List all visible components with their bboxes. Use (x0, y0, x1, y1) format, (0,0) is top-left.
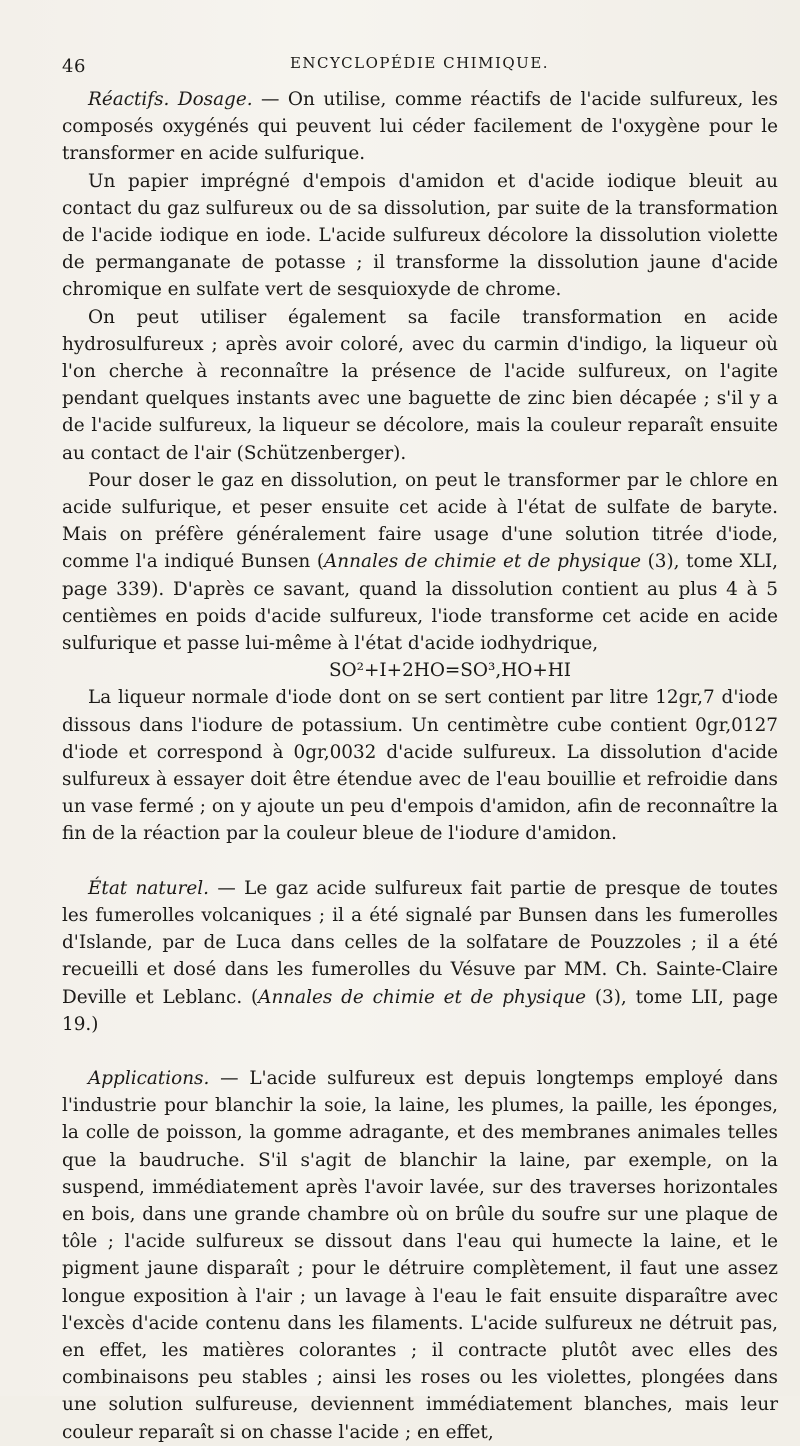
page-number: 46 (62, 56, 86, 77)
reference-title: Annales de chimie et de physique (258, 986, 587, 1008)
paragraph-etat-naturel: État naturel. — Le gaz acide sulfureux fait partie de presque de toutes les fumerolles volcaniques ; il a été signalé par Bunsen dans les fumerolles d'Islande, par de Luca dans celles de la solfatare de Pouzzoles ; il a été recueilli et dosé dans les fumerolles du Vésuve par MM. Ch. Sainte-Claire Deville et Leblanc. (Annales de chimie et de physique (3), tome LII, page 19.) (62, 877, 779, 1035)
paragraph-text: Le gaz acide sulfureux fait partie de presque de toutes les fumerolles volcaniques ; il a été signalé par Bunsen dans les fumerolles d'Islande, par de Luca dans celles de la solfatare de Pouzzoles ; il a été recueilli et dosé dans les fumerolles du Vésuve par MM. Ch. Sainte-Claire Deville et Leblanc. ( (62, 877, 778, 1008)
paragraph-text: L'acide sulfureux est depuis longtemps employé dans l'industrie pour blanchir la soie, la laine, les plumes, la paille, les éponges, la colle de poisson, la gomme adragante, et des membranes animales telles que la baudruche. S'il s'agit de blanchir la laine, par exemple, on la suspend, immédiatement après l'avoir lavée, sur des traverses horizontales en bois, dans une grande chambre où on brûle du soufre sur une plaque de tôle ; l'acide sulfureux se dissout dans l'eau qui humecte la laine, et le pigment jaune disparaît ; pour le détruire complètement, il faut une assez longue exposition à l'air ; un lavage à l'eau le fait ensuite disparaître avec l'excès d'acide contenu dans les filaments. L'acide sulfureux ne détruit pas, en effet, les matières colorantes ; il contracte plutôt avec elles des combinaisons peu stables ; ainsi les roses ou les violettes, plongées dans une solution sulfureuse, deviennent immédiatement blanches, mais leur couleur reparaît si on chasse l'acide ; en effet, (62, 1067, 778, 1443)
paragraph-text: On utilise, comme réactifs de l'acide sulfureux, les composés oxygénés qui peuvent lui céder facilement de l'oxygène pour le transformer en acide sulfurique. (62, 89, 778, 165)
paragraph-dosage (62, 467, 778, 657)
body-text (62, 86, 778, 1446)
section-heading-reactifs: Réactifs. Dosage. (88, 89, 253, 110)
section-heading-applications: Applications. (88, 1067, 210, 1089)
page-header (62, 50, 777, 76)
paragraph-iodic-paper: Un papier imprégné d'empois d'amidon et d'acide iodique bleuit au contact du gaz sulfureux ou de sa dissolution, par suite de la transformation de l'acide iodique en iode. L'acide sulfureux décolore la dissolution violette de permanganate de potasse ; il transforme la dissolution jaune d'acide chromique en sulfate vert de sesquioxyde de chrome. (62, 170, 778, 301)
paragraph-hydrosulfurous: On peut utiliser également sa facile transformation en acide hydrosulfureux ; après avoir coloré, avec du carmin d'indigo, la liqueur où l'on cherche à reconnaître la présence de l'acide sulfureux, on l'agite pendant quelques instants avec une baguette de zinc bien décapée ; s'il y a de l'acide sulfureux, la liqueur se décolore, mais la couleur reparaît ensuite au contact de l'air (Schützenberger). (62, 306, 778, 464)
section-gap (62, 1038, 778, 1065)
chemical-formula: SO²+I+2HO=SO³,HO+HI (328, 660, 572, 682)
paragraph-applications: Applications. — L'acide sulfureux est depuis longtemps employé dans l'industrie pour blanchir la soie, la laine, les plumes, la paille, les éponges, la colle de poisson, la gomme adragante, et des membranes animales telles que la baudruche. S'il s'agit de blanchir la laine, par exemple, on la suspend, immédiatement après l'avoir lavée, sur des traverses horizontales en bois, dans une grande chambre où on brûle du soufre sur une plaque de tôle ; l'acide sulfureux se dissout dans l'eau qui humecte la laine, et le pigment jaune disparaît ; pour le détruire complètement, il faut une assez longue exposition à l'air ; un lavage à l'eau le fait ensuite disparaître avec l'excès d'acide contenu dans les filaments. L'acide sulfureux ne détruit pas, en effet, les matières colorantes ; il contracte plutôt avec elles des combinaisons peu stables ; ainsi les roses ou les violettes, plongées dans une solution sulfureuse, deviennent immédiatement blanches, mais leur couleur reparaît si on chasse l'acide ; en effet, (62, 1067, 778, 1443)
section-heading-etat: État naturel. (88, 877, 209, 899)
paragraph-reactifs-intro: Réactifs. Dosage. — On utilise, comme réactifs de l'acide sulfureux, les composés oxygénés qui peuvent lui céder facilement de l'oxygène pour le transformer en acide sulfurique. (62, 89, 778, 165)
paragraph-text: (3), tome LII, page 19.) (62, 986, 779, 1035)
paragraph-normal-liquor: La liqueur normale d'iode dont on se sert contient par litre 12gr,7 d'iode dissous dans l'iodure de potassium. Un centimètre cube contient 0gr,0127 d'iode et correspond à 0gr,0032 d'acide sulfureux. La dissolution d'acide sulfureux à essayer doit être étendue avec de l'eau bouillie et refroidie dans un vase fermé ; on y ajoute un peu d'empois d'amidon, afin de reconnaître la fin de la réaction par la couleur bleue de l'iodure d'amidon. (62, 687, 778, 845)
paragraph-text: Pour doser le gaz en dissolution, on peut le transformer par le chlore en acide sulfurique, et peser ensuite cet acide à l'état de sulfate de baryte. Mais on préfère généralement faire usage d'une solution titrée d'iode, comme l'a indiqué Bunsen ( (62, 469, 778, 573)
paragraph-text: (3), tome XLI, page 339). D'après ce savant, quand la dissolution contient au plus 4 à 5 centièmes en poids d'acide sulfureux, l'iode transforme cet acide en acide sulfurique et passe lui-même à l'état d'acide iodhydrique, (62, 551, 778, 655)
reference-title: Annales de chimie et de physique (324, 551, 641, 573)
section-gap (62, 848, 778, 875)
running-head: ENCYCLOPÉDIE CHIMIQUE. (289, 54, 550, 72)
